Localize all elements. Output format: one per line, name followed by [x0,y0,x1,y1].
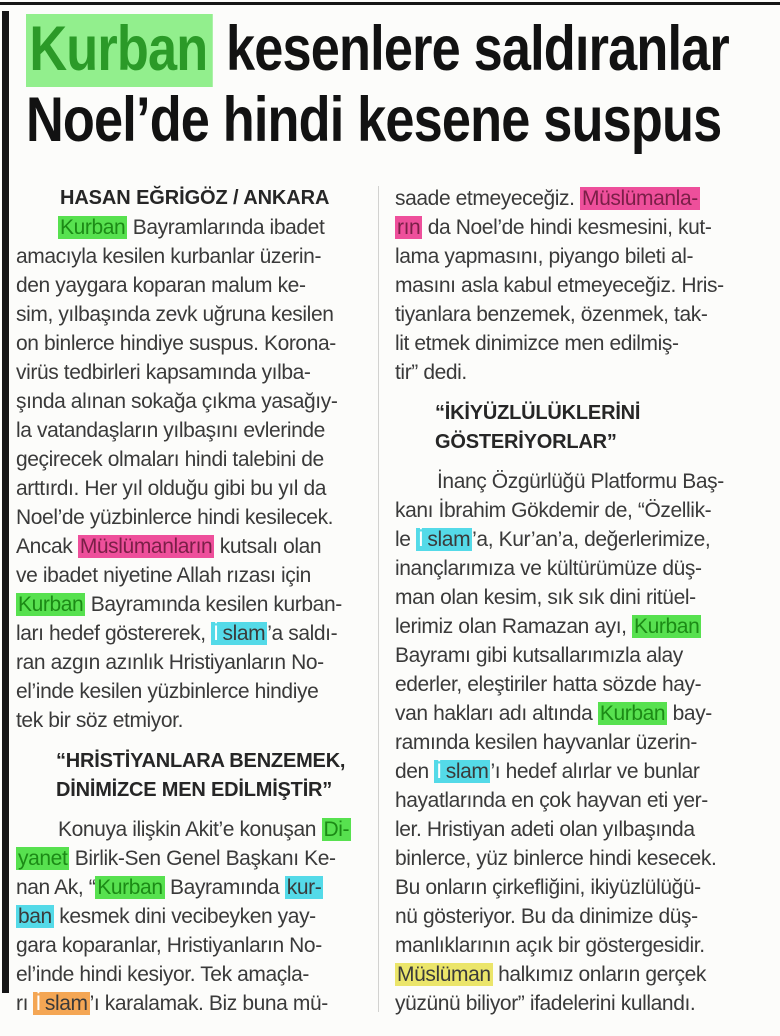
highlighted-word-green: Di- [323,818,350,841]
text-run: “İKİYÜZLÜLÜKLERİNİ [435,402,641,424]
text-run: ler. Hristiyan adeti olan yılbaşında [395,818,695,841]
text-run: nü gösteriyor. Bu da dinimize düş- [395,905,698,928]
article-line [395,213,770,242]
text-run: el’inde hindi kesiyor. Tek amaçla- [16,963,310,986]
article-line [395,358,770,387]
text-run: lit etmek dinimizce men edilmiş- [395,332,679,355]
article-line [395,612,770,641]
text-run: kanı İbrahim Gökdemir de, “Özellik- [395,499,712,522]
text-run: sim, yılbaşında zevk uğruna kesilen [16,303,334,326]
highlighted-word-cyan: slam [445,760,489,783]
text-run: ’a saldı- [267,622,338,645]
article-line [16,931,378,960]
highlighted-word-cyan: slam [222,622,266,645]
article-line [16,416,378,445]
text-run: gara koparanlar, Hristiyanların No- [16,934,322,957]
text-run: ’ı hedef alırlar ve bunlar [490,760,700,783]
highlighted-word-cyan: İ [436,760,442,783]
text-run: ederler, eleştiriler hatta sözde hay- [395,673,702,696]
article-line [16,960,378,989]
text-run: tek bir söz etmiyor. [16,709,184,732]
headline-line-1 [26,14,729,85]
text-run: lama yapmasını, piyango bileti al- [395,245,694,268]
text-run: Noel’de yüzbinlerce hindi kesilecek. [16,506,334,529]
text-run: ’ı karalamak. Biz buna mü- [89,992,328,1015]
text-run: inançlarımıza ve kültürümüze düş- [395,557,702,580]
headline-line-2 [26,85,729,156]
text-run: la vatandaşların yılbaşını evlerinde [16,419,325,442]
highlighted-word-green: yanet [18,847,68,870]
text-run: Birlik-Sen Genel Başkanı Ke- [69,847,336,870]
article-line [395,300,770,329]
article-line [16,648,378,677]
text-run: virüs tedbirleri kapsamında yılba- [16,361,311,384]
text-run: tir” dedi. [395,361,467,384]
highlighted-word-orange: İ [35,992,41,1015]
byline [16,184,378,213]
highlighted-word-pink: Müslümanla- [582,187,698,210]
section-subhead [16,776,378,805]
text-run: den yaygara koparan malum ke- [16,274,306,297]
text-run: amacıyla kesilen kurbanlar üzerin- [16,245,322,268]
headline-text-line-1: kesenlere saldıranlar [212,14,729,84]
text-run: ’a, Kur’an’a, değerlerimize, [472,528,711,551]
article-line [16,619,378,648]
text-run: Bayramında kesilen kurban- [85,593,342,616]
text-run: kesmek dini vecibeyken yay- [53,905,316,928]
article-line [395,873,770,902]
text-run: yüzünü biliyor” ifadelerini kullandı. [395,992,696,1015]
article-line [395,757,770,786]
text-run: Bayramında [164,876,285,899]
text-run: nan Ak, “ [16,876,96,899]
article-column-right [395,184,770,1018]
article-line [395,641,770,670]
article-line [16,300,378,329]
text-run: el’inde kesilen yüzbinlerce hindiye [16,680,319,703]
article-line [395,844,770,873]
text-run: ları hedef göstererek, [16,622,212,645]
article-line [395,786,770,815]
article-line [16,989,378,1018]
text-run: ve ibadet niyetine Allah rızası için [16,564,311,587]
highlighted-word-pink: rın [397,216,421,239]
headline-highlight-kurban: Kurban [26,14,212,87]
text-run: van hakları adı altında [395,702,598,725]
text-run: Konuya ilişkin Akit’e konuşan [58,818,322,841]
article-line [395,931,770,960]
article-line [16,503,378,532]
article-line [16,445,378,474]
text-run: geçirecek olmaları hindi talebini de [16,448,324,471]
article-line [16,590,378,619]
headline [26,14,780,156]
article-line [395,902,770,931]
highlighted-word-cyan: ban [18,905,52,928]
text-run: Bayramı gibi kutsallarımızla alay [395,644,683,667]
article-line [395,699,770,728]
text-run: on binlerce hindiye suspus. Korona- [16,332,336,355]
text-run: manlıklarının açık bir göstergesidir. [395,934,705,957]
article-line [395,989,770,1018]
article-line [16,242,378,271]
text-run: bay- [667,702,712,725]
text-run: “HRİSTİYANLARA BENZEMEK, [56,750,346,772]
article-line [395,329,770,358]
text-run: DİNİMİZCE MEN EDİLMİŞTİR” [56,779,333,801]
text-run: arttırdı. Her yıl olduğu gibi bu yıl da [16,477,327,500]
section-subhead [16,747,378,776]
text-run: halkımız onların gerçek [492,963,707,986]
article-line [395,960,770,989]
article-line [395,554,770,583]
headline-text-line-2: Noel’de hindi kesene suspus [26,85,722,155]
text-run: şında alınan sokağa çıkma yasağıy- [16,390,338,413]
text-run: İnanç Özgürlüğü Platformu Baş- [437,470,724,493]
text-run: Bayramlarında ibadet [127,216,325,239]
text-run: GÖSTERİYORLAR” [435,431,617,453]
highlighted-word-cyan: slam [427,528,471,551]
highlighted-word-cyan: İ [417,528,424,551]
highlighted-word-orange: slam [44,992,88,1015]
text-run: le [395,528,416,551]
article-line [395,815,770,844]
text-run: binlerce, yüz binlerce hindi kesecek. [395,847,717,870]
text-run: da Noel’de hindi kesmesini, kut- [422,216,712,239]
article-line [16,815,378,844]
text-run: Bu onların çirkefliğini, ikiyüzlülüğü- [395,876,701,899]
section-subhead [395,428,770,457]
text-run: saade etmeyeceğiz. [395,187,581,210]
article-line [395,496,770,525]
article-line [16,677,378,706]
article-line [16,387,378,416]
column-divider [378,186,379,1012]
article-line [16,706,378,735]
highlighted-word-green: Kurban [599,702,666,725]
article-line [395,670,770,699]
article-line [16,358,378,387]
text-run: hayatlarında en çok hayvan eti yer- [395,789,708,812]
text-run: HASAN EĞRİGÖZ / ANKARA [60,187,330,209]
article-line [16,844,378,873]
article-line [16,329,378,358]
article-line [395,271,770,300]
highlighted-word-cyan: kur- [286,876,322,899]
highlighted-word-green: Kurban [97,876,163,899]
text-run: man olan kesim, sık sık dini ritüel- [395,586,696,609]
text-run: ran azgın azınlık Hristiyanların No- [16,651,324,674]
article-line [395,525,770,554]
text-run: den [395,760,435,783]
highlighted-word-green: Kurban [60,216,126,239]
text-run: lerimiz olan Ramazan ayı, [395,615,633,638]
article-line [16,474,378,503]
text-run: Ancak [16,535,78,558]
highlighted-word-yellow: Müslüman [397,963,491,986]
section-subhead [395,399,770,428]
article-line [16,271,378,300]
highlighted-word-green: Kurban [634,615,700,638]
article-line [16,213,378,242]
scan-border-top [0,2,780,5]
article-line [395,583,770,612]
article-column-left [16,184,378,1018]
article-line [395,184,770,213]
text-run: masını asla kabul etmeyeceğiz. Hris- [395,274,724,297]
highlighted-word-cyan: İ [213,622,219,645]
article-line [16,561,378,590]
text-run: kutsalı olan [214,535,322,558]
text-run: ramında kesilen hayvanlar üzerin- [395,731,697,754]
text-run: rı [16,992,34,1015]
article-line [16,532,378,561]
article-line [395,728,770,757]
article-line [395,242,770,271]
article-line [16,873,378,902]
highlighted-word-green: Kurban [18,593,84,616]
article-line [395,467,770,496]
article-line [16,902,378,931]
highlighted-word-pink: Müslümanların [79,535,213,558]
text-run: tiyanlara benzemek, özenmek, tak- [395,303,708,326]
scan-border-left [2,11,9,993]
